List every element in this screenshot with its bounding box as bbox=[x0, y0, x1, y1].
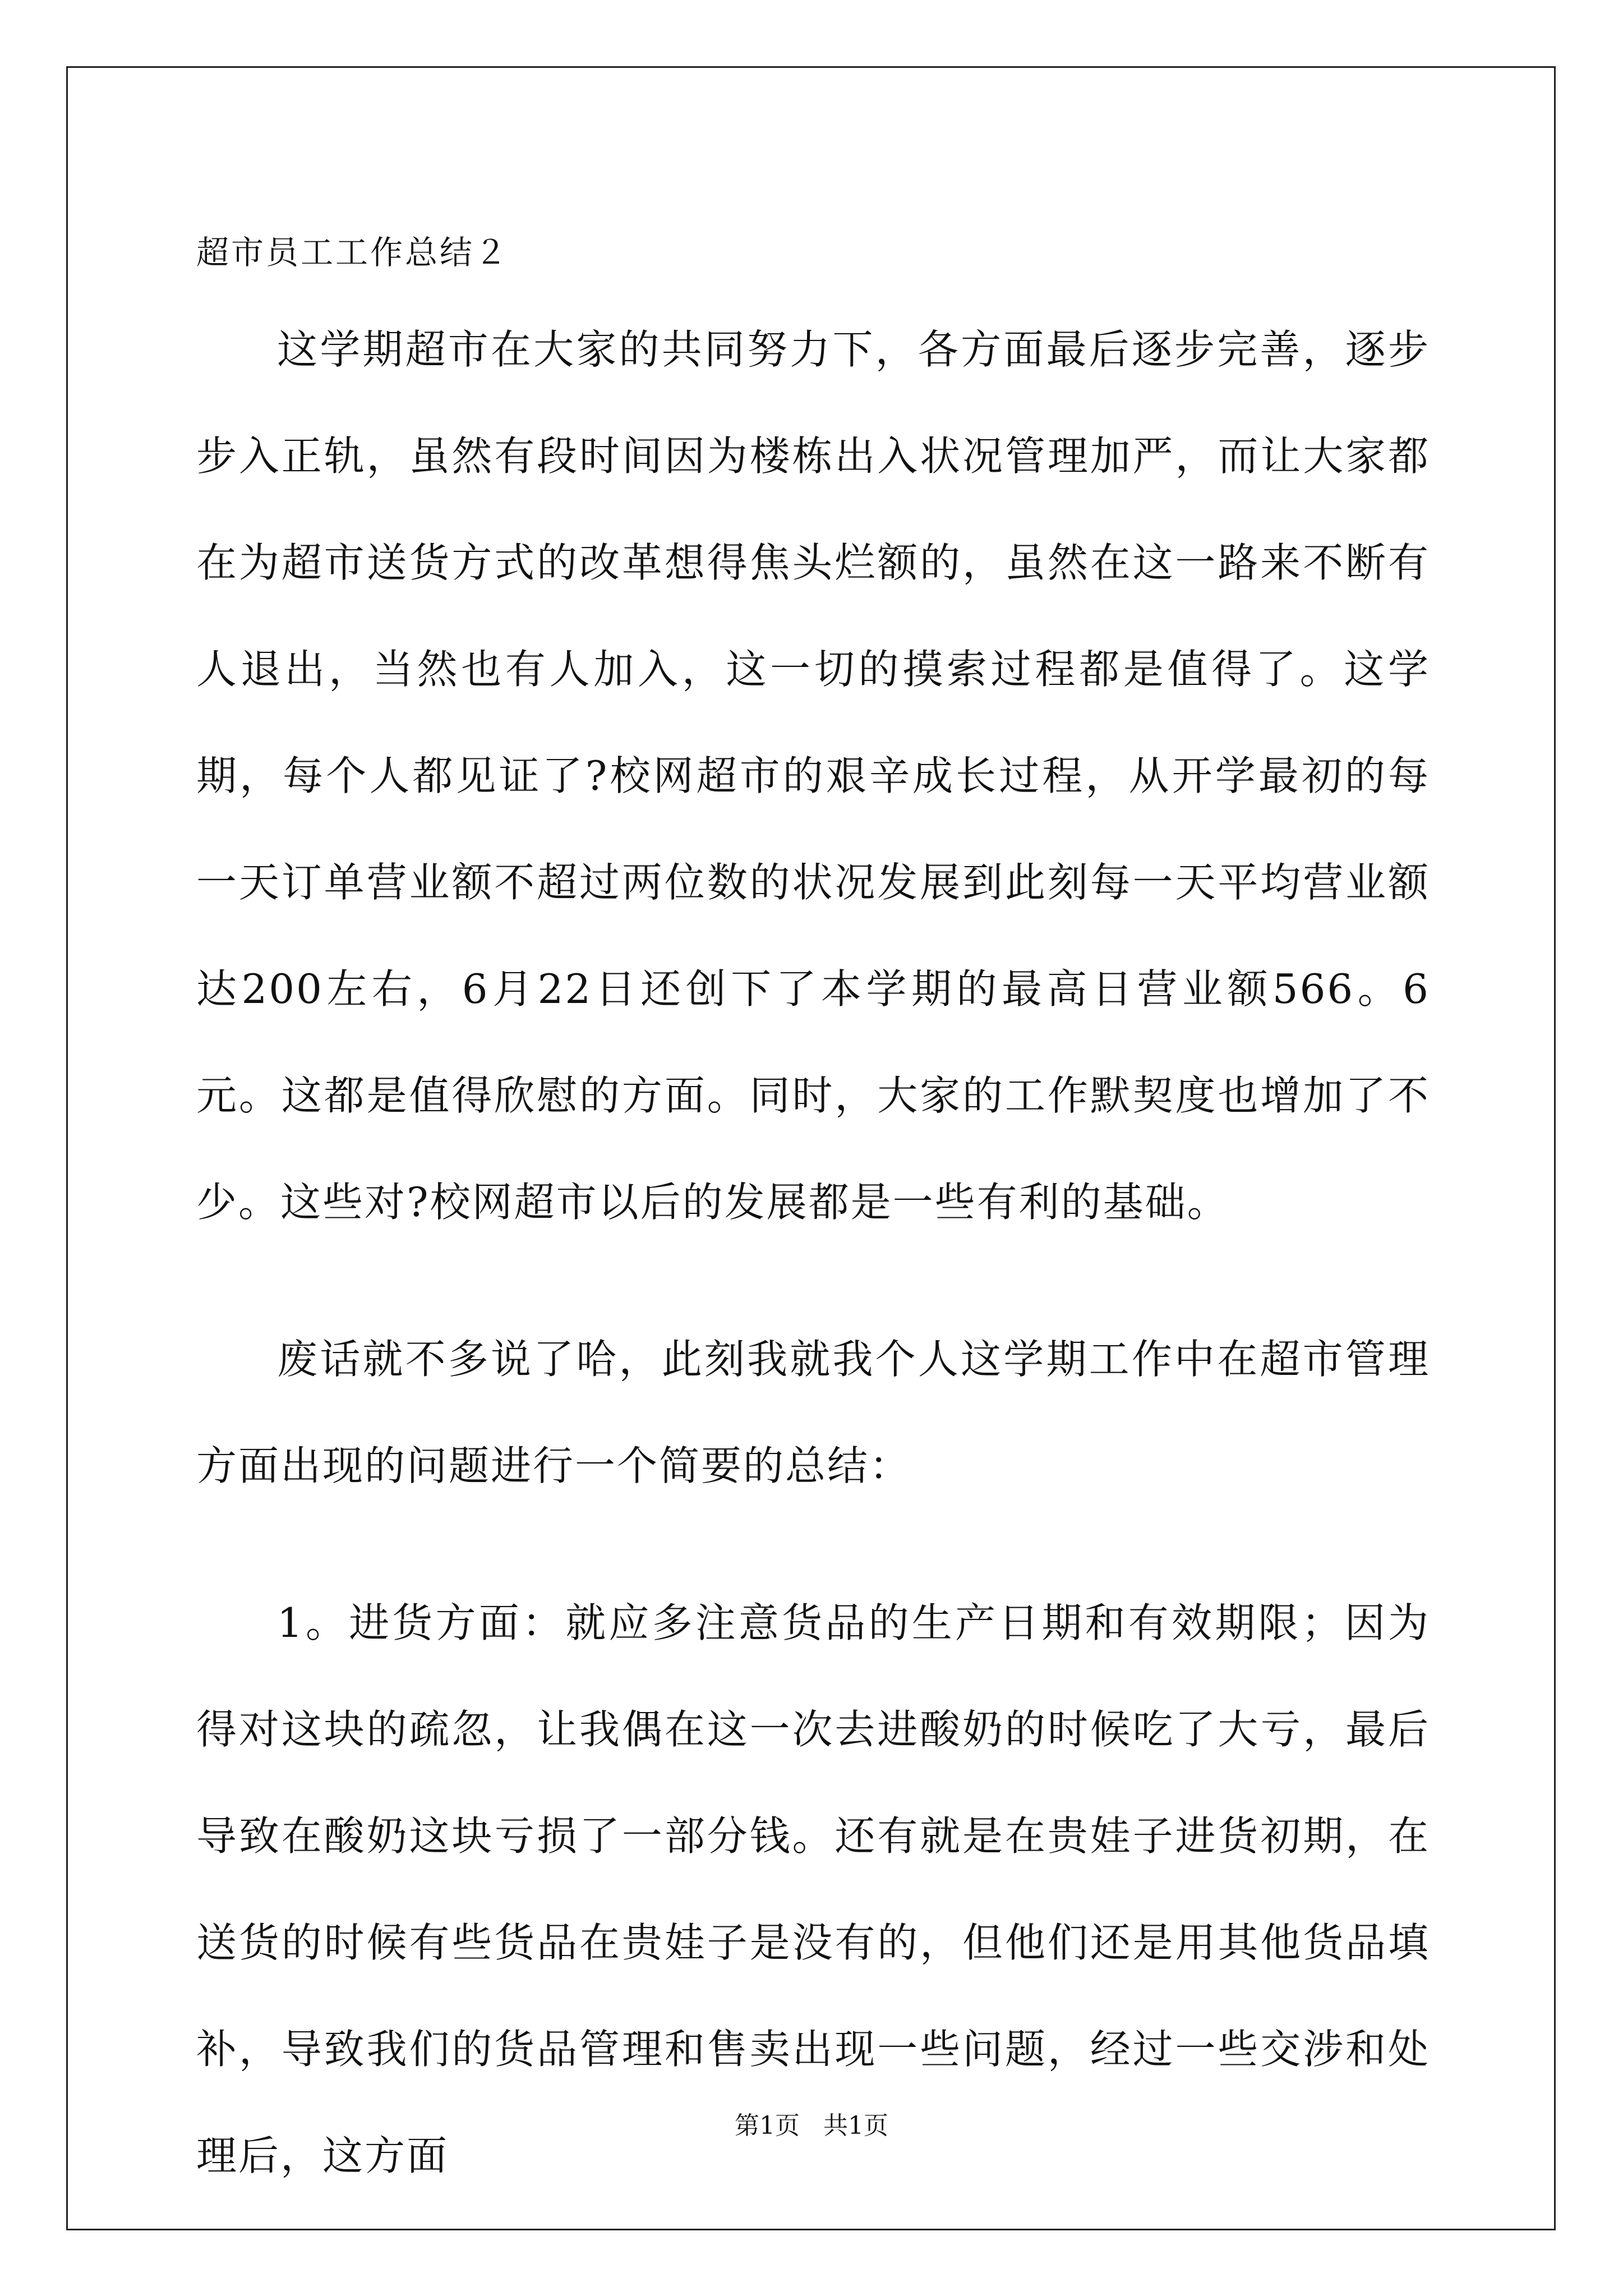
paragraph-3: 1。进货方面：就应多注意货品的生产日期和有效期限；因为得对这块的疏忽，让我偶在这一次去进酸奶的时候吃了大亏，最后导致在酸奶这块亏损了一部分钱。还有就是在贵娃子进货初期，在送货的时候有些货品在贵娃子是没有的，但他们还是用其他货品填补，导致我们的货品管理和售卖出现一些问题，经过一些交涉和处理后，这方面 bbox=[196, 1599, 1430, 2179]
page-number-footer: 第1页 共1页 bbox=[735, 2111, 888, 2140]
document-body bbox=[196, 296, 1430, 2260]
paragraph-2: 废话就不多说了哈，此刻我就我个人这学期工作中在超市管理方面出现的问题进行一个简要的总结： bbox=[196, 1336, 1430, 1489]
paragraph-1: 这学期超市在大家的共同努力下，各方面最后逐步完善，逐步步入正轨，虽然有段时间因为楼栋出入状况管理加严，而让大家都在为超市送货方式的改革想得焦头烂额的，虽然在这一路来不断有人退出，当然也有人加入，这一切的摸索过程都是值得了。这学期，每个人都见证了?校网超市的艰辛成长过程，从开学最初的每一天订单营业额不超过两位数的状况发展到此刻每一天平均营业额达200左右，6月22日还创下了本学期的最高日营业额566。6元。这都是值得欣慰的方面。同时，大家的工作默契度也增加了不少。这些对?校网超市以后的发展都是一些有利的基础。 bbox=[196, 326, 1430, 1226]
document-title: 超市员工工作总结２ bbox=[196, 233, 510, 272]
